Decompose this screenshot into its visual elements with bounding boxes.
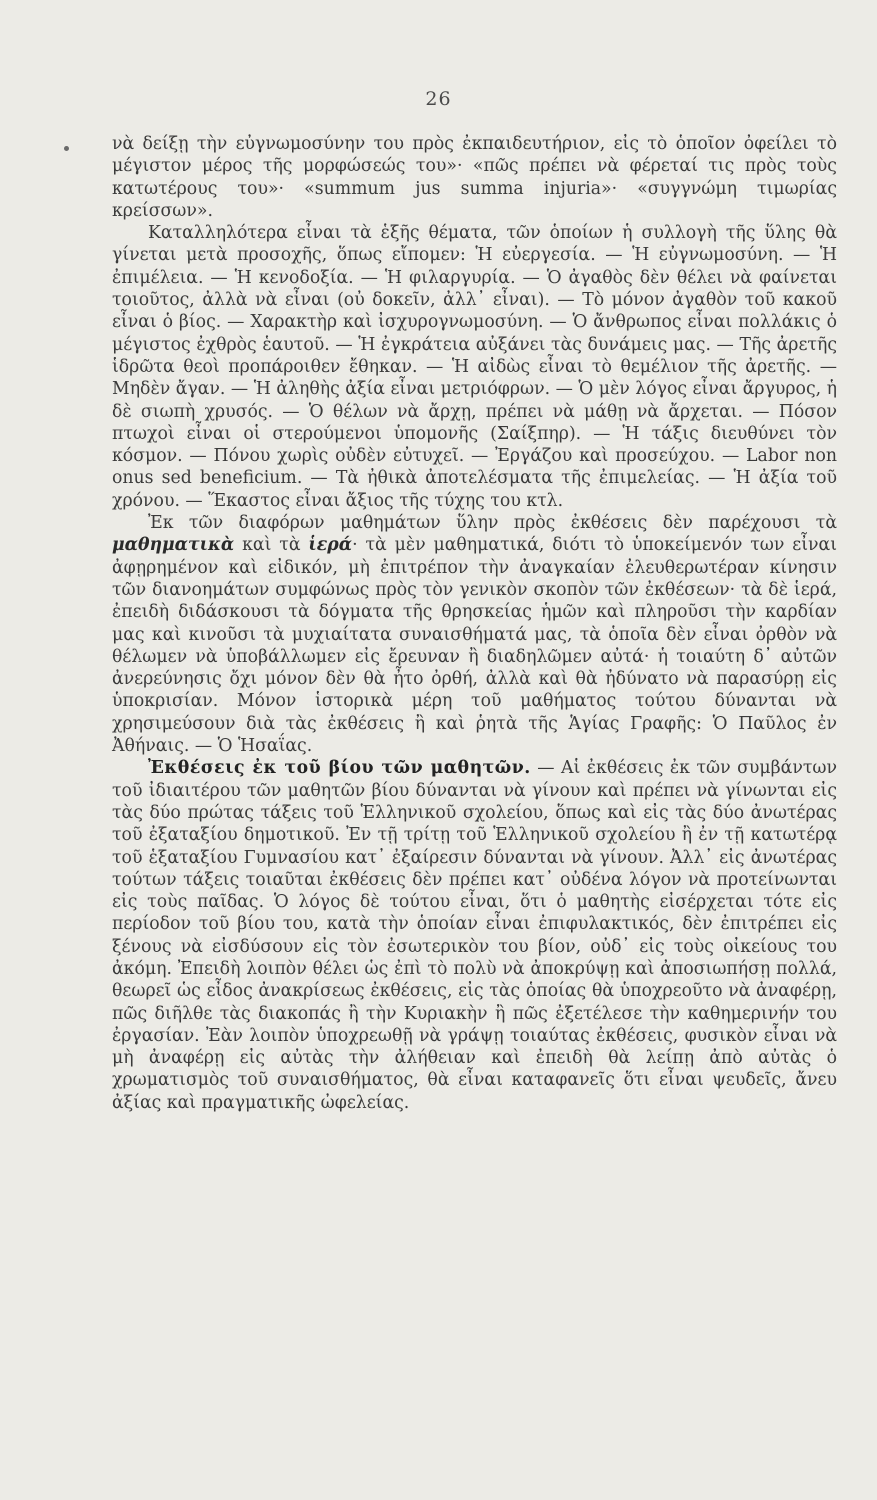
page-number: 26: [425, 88, 452, 110]
paragraph-text: νὰ δείξῃ τὴν εὐγνωμοσύνην του πρὸς ἐκπαιδευτήριον, εἰς τὸ ὁποῖον ὀφείλει τὸ μέγιστον μέρος τῆς μορφώσεώς του»· «πῶς πρέπει νὰ φέρεταί τις πρὸς τοὺς κατωτέρους του»· «summum jus summa injuria»· «συγγνώμη τιμωρίας κρείσσων».: [112, 134, 837, 221]
paragraph: [112, 757, 837, 1114]
emphasized-term: μαθηματικὰ: [112, 535, 235, 556]
paragraph-text: — Αἱ ἐκθέσεις ἐκ τῶν συμβάντων τοῦ ἰδιαιτέρου τῶν μαθητῶν βίου δύνανται νὰ γίνουν καὶ πρέπει νὰ γίνωνται εἰς τὰς δύο πρώτας τάξεις τοῦ Ἑλληνικοῦ σχολείου, ὅπως καὶ εἰς τὰς δύο ἀνωτέρας τοῦ ἐξαταξίου δημοτικοῦ. Ἐν τῇ τρίτῃ τοῦ Ἑλληνικοῦ σχολείου ἢ ἐν τῇ κατωτέρᾳ τοῦ ἑξαταξίου Γυμνασίου κατ᾽ ἐξαίρεσιν δύνανται νὰ γίνουν. Ἀλλ᾽ εἰς ἀνωτέρας τούτων τάξεις τοιαῦται ἐκθέσεις δὲν πρέπει κατ᾽ οὐδένα λόγον νὰ προτείνωνται εἰς τοὺς παῖδας. Ὁ λόγος δὲ τούτου εἶναι, ὅτι ὁ μαθητὴς εἰσέρχεται τότε εἰς περίοδον τοῦ βίου του, κατὰ τὴν ὁποίαν εἶναι ἐπιφυλακτικός, δὲν ἐπιτρέπει εἰς ξένους νὰ εἰσδύσουν εἰς τὸν ἐσωτερικὸν του βίον, οὐδ᾽ εἰς τοὺς οἰκείους του ἀκόμη. Ἐπειδὴ λοιπὸν θέλει ὡς ἐπὶ τὸ πολὺ νὰ ἀποκρύψῃ καὶ ἀποσιωπήσῃ πολλά, θεωρεῖ ὡς εἶδος ἀνακρίσεως ἐκθέσεις, εἰς τὰς ὁποίας θὰ ὑποχρεοῦτο νὰ ἀναφέρῃ, πῶς διῆλθε τὰς διακοπάς ἢ τὴν Κυριακὴν ἢ πῶς ἐξετέλεσε τὴν καθημερινήν του ἐργασίαν. Ἐὰν λοιπὸν ὑποχρεωθῇ νὰ γράψῃ τοιαύτας ἐκθέσεις, φυσικὸν εἶναι νὰ μὴ ἀναφέρῃ εἰς αὐτὰς τὴν ἀλήθειαν καὶ ἐπειδὴ θὰ λείπῃ ἀπὸ αὐτὰς ὁ χρωματισμὸς τοῦ συναισθήματος, θὰ εἶναι καταφανεῖς ὅτι εἶναι ψευδεῖς, ἄνευ ἀξίας καὶ πραγματικῆς ὠφελείας.: [112, 758, 837, 1113]
paragraph-text: καὶ τὰ: [234, 535, 309, 556]
paragraph-text: Καταλληλότερα εἶναι τὰ ἑξῆς θέματα, τῶν ὁποίων ἡ συλλογὴ τῆς ὕλης θὰ γίνεται μετὰ προσοχῆς, ὅπως εἴπομεν: Ἡ εὐεργεσία. — Ἡ εὐγνωμοσύνη. — Ἡ ἐπιμέλεια. — Ἡ κενοδοξία. — Ἡ φιλαργυρία. — Ὁ ἀγαθὸς δὲν θέλει νὰ φαίνεται τοιοῦτος, ἀλλὰ νὰ εἶναι (οὐ δοκεῖν, ἀλλ᾽ εἶναι). — Τὸ μόνον ἀγαθὸν τοῦ κακοῦ εἶναι ὁ βίος. — Χαρακτὴρ καὶ ἰσχυρογνωμοσύνη. — Ὁ ἄνθρωπος εἶναι πολλάκις ὁ μέγιστος ἐχθρὸς ἑαυτοῦ. — Ἡ ἐγκράτεια αὐξάνει τὰς δυνάμεις μας. — Τῆς ἀρετῆς ἱδρῶτα θεοὶ προπάροιθεν ἔθηκαν. — Ἡ αἰδὼς εἶναι τὸ θεμέλιον τῆς ἀρετῆς. — Μηδὲν ἄγαν. — Ἡ ἀληθὴς ἀξία εἶναι μετριόφρων. — Ὁ μὲν λόγος εἶναι ἄργυρος, ἡ δὲ σιωπὴ χρυσός. — Ὁ θέλων νὰ ἄρχῃ, πρέπει νὰ μάθῃ νὰ ἄρχεται. — Πόσον πτωχοὶ εἶναι οἱ στερούμενοι ὑπομονῆς (Σαίξπηρ). — Ἡ τάξις διευθύνει τὸν κόσμον. — Πόνου χωρὶς οὐδὲν εὐτυχεῖ. — Ἐργάζου καὶ προσεύχου. — Labor non onus sed beneficium. — Τὰ ἠθικὰ ἀποτελέσματα τῆς ἐπιμελείας. — Ἡ ἀξία τοῦ χρόνου. — Ἕκαστος εἶναι ἄξιος τῆς τύχης του κτλ.: [112, 223, 837, 511]
margin-mark: [64, 146, 69, 151]
body-text: [112, 133, 837, 1114]
paragraph: [112, 133, 837, 222]
section-heading: Ἐκθέσεις ἐκ τοῦ βίου τῶν μαθητῶν.: [148, 758, 531, 779]
paragraph-text: Ἐκ τῶν διαφόρων μαθημάτων ὕλην πρὸς ἐκθέσεις δὲν παρέχουσι τὰ: [148, 513, 837, 534]
paragraph: [112, 222, 837, 512]
paragraph-text: · τὰ μὲν μαθηματικά, διότι τὸ ὑποκείμενόν των εἶναι ἀφῃρημένον καὶ εἰδικόν, μὴ ἐπιτρέπον τὴν ἀναγκαίαν ἐλευθερωτέραν κίνησιν τῶν διανοημάτων συμφώνως πρὸς τὸν γενικὸν σκοπὸν τῶν ἐκθέσεων· τὰ δὲ ἱερά, ἐπειδὴ διδάσκουσι τὰ δόγματα τῆς θρησκείας ἡμῶν καὶ πληροῦσι τὴν καρδίαν μας καὶ κινοῦσι τὰ μυχιαίτατα συναισθήματά μας, τὰ ὁποῖα δὲν εἶναι ὀρθὸν νὰ θέλωμεν νὰ ὑποβάλλωμεν εἰς ἔρευναν ἢ διαδηλῶμεν αὐτά· ἡ τοιαύτη δ᾽ αὐτῶν ἀνερεύνησις ὄχι μόνον δὲν θὰ ἦτο ὀρθή, ἀλλὰ καὶ θὰ ἠδύνατο νὰ παρασύρῃ εἰς ὑποκρισίαν. Μόνον ἱστορικὰ μέρη τοῦ μαθήματος τούτου δύνανται νὰ χρησιμεύσουν διὰ τὰς ἐκθέσεις ἢ καὶ ῥητὰ τῆς Ἁγίας Γραφῆς: Ὁ Παῦλος ἐν Ἀθήναις. — Ὁ Ἡσαΐας.: [112, 535, 837, 757]
paragraph: [112, 512, 837, 757]
emphasized-term: ἱερά: [308, 535, 353, 556]
